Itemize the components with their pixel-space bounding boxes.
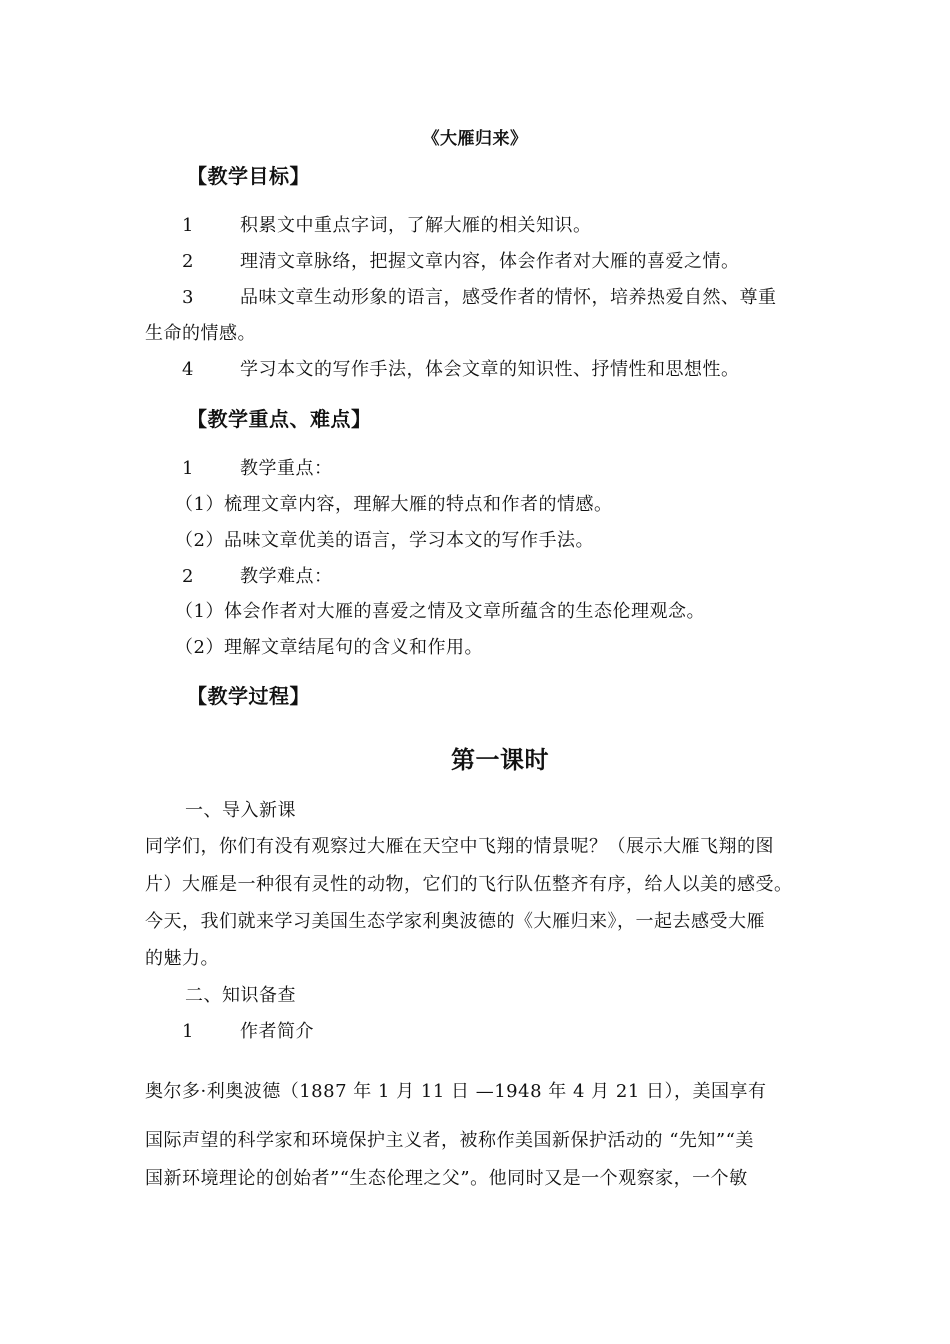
item-number: 3 [182,287,194,308]
item-number: 2 [182,251,194,272]
focus-heading: 【教学重点、难点】 [187,407,372,431]
item-text: 品味文章生动形象的语言，感受作者的情怀，培养热爱自然、尊重 [240,287,777,308]
objective-item-1 [182,215,592,237]
item-text: 学习本文的写作手法，体会文章的知识性、抒情性和思想性。 [240,359,740,380]
lesson-title: 第一课时 [451,745,549,774]
item-text: 教学重点： [240,458,333,479]
item-number: 2 [182,566,194,587]
difficult-point-2: （2）理解文章结尾句的含义和作用。 [175,637,483,658]
knowledge-heading: 二、知识备查 [185,985,296,1006]
item-number: 1 [182,458,194,479]
objective-item-3-continued: 生命的情感。 [145,323,256,344]
author-line-3: 国新环境理论的创始者”“生态伦理之父”。他同时又是一个观察家，一个敏 [145,1168,748,1189]
document-title: 《大雁归来》 [422,129,528,149]
objectives-heading: 【教学目标】 [187,164,310,188]
key-points-label [182,458,333,480]
item-text: 作者简介 [240,1021,314,1042]
intro-line-4: 的魅力。 [145,948,219,969]
author-line-2: 国际声望的科学家和环境保护主义者，被称作美国新保护活动的 “先知”“美 [145,1130,754,1151]
difficult-points-label [182,566,333,588]
intro-line-1: 同学们，你们有没有观察过大雁在天空中飞翔的情景呢？（展示大雁飞翔的图 [145,836,774,857]
process-heading: 【教学过程】 [187,684,310,708]
item-text: 理清文章脉络，把握文章内容，体会作者对大雁的喜爱之情。 [240,251,740,272]
item-number: 1 [182,215,194,236]
author-intro-label [182,1021,314,1043]
intro-heading: 一、导入新课 [185,800,296,821]
key-point-1: （1）梳理文章内容，理解大雁的特点和作者的情感。 [175,494,613,515]
key-point-2: （2）品味文章优美的语言，学习本文的写作手法。 [175,530,594,551]
item-number: 4 [182,359,194,380]
item-text: 积累文中重点字词，了解大雁的相关知识。 [240,215,592,236]
objective-item-2 [182,251,740,273]
intro-line-3: 今天，我们就来学习美国生态学家利奥波德的《大雁归来》，一起去感受大雁 [145,911,765,932]
item-number: 1 [182,1021,194,1042]
objective-item-3 [182,287,777,309]
difficult-point-1: （1）体会作者对大雁的喜爱之情及文章所蕴含的生态伦理观念。 [175,601,705,622]
intro-line-2: 片）大雁是一种很有灵性的动物，它们的飞行队伍整齐有序，给人以美的感受。 [145,874,793,895]
item-text: 教学难点： [240,566,333,587]
author-line-1: 奥尔多·利奥波德（1887 年 1 月 11 日 —1948 年 4 月 21 日），美国享有 [145,1081,767,1102]
objective-item-4 [182,359,740,381]
